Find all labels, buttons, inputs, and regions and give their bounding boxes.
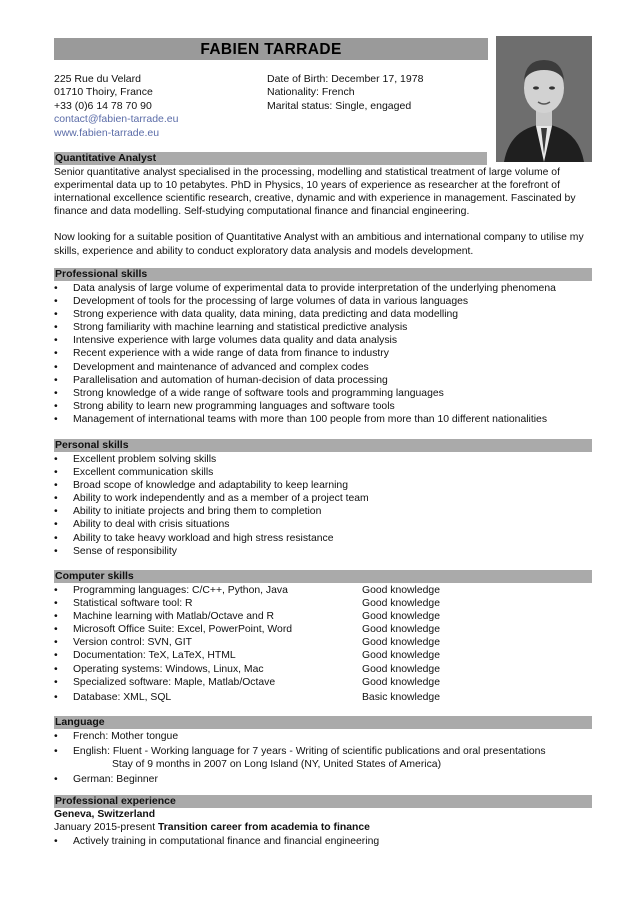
skill-level: Good knowledge [362, 663, 440, 675]
skill-name: Specialized software: Maple, Matlab/Octave [73, 676, 276, 688]
list-item: • Strong ability to learn new programming languages and software tools [54, 400, 592, 413]
list-item: • Excellent communication skills [54, 466, 592, 479]
skill-level: Good knowledge [362, 584, 440, 596]
experience-role: Transition career from academia to finance [157, 821, 370, 833]
website-link[interactable]: www.fabien-tarrade.eu [54, 126, 160, 139]
list-item: • Broad scope of knowledge and adaptability to keep learning [54, 479, 592, 492]
list-item: • Strong experience with data quality, data mining, data predicting and data modelling [54, 308, 592, 321]
list-item: • Development of tools for the processing of large volumes of data in various languages [54, 295, 592, 308]
list-item: • Management of international teams with more than 100 people from more than 10 different nationalities [54, 413, 592, 426]
skill-row [54, 649, 592, 662]
list-item: • Intensive experience with large volumes data quality and data analysis [54, 334, 592, 347]
skill-level: Good knowledge [362, 650, 440, 662]
personal-skills-list [54, 453, 592, 559]
list-item: • Ability to work independently and as a member of a project team [54, 492, 592, 505]
skill-name: Programming languages: C/C++, Python, Java [73, 584, 288, 596]
section-heading: Professional experience [54, 795, 592, 808]
skill-name: Database: XML, SQL [73, 692, 172, 703]
experience-location: Geneva, Switzerland [54, 808, 156, 820]
address-line: 01710 Thoiry, France [54, 86, 153, 99]
email-link[interactable]: contact@fabien-tarrade.eu [54, 113, 179, 126]
skill-row [54, 623, 592, 636]
skill-level: Good knowledge [362, 624, 440, 636]
section-heading: Language [54, 716, 592, 729]
profile-summary: Senior quantitative analyst specialised in the processing, modelling and statistical treatment of large volume of experimental data up to 10 petabytes. PhD in Physics, 10 years of experience as researcher at the forefront of international excellence scientific research, creative, dynamic and with experience in management. Fascinated by finance and data modelling. Self-studying computational finance and financial engineering. [54, 166, 576, 218]
list-item: • Strong knowledge of a wide range of software tools and programming languages [54, 387, 592, 400]
skill-name: Microsoft Office Suite: Excel, PowerPoint, Word [73, 624, 293, 636]
section-heading: Computer skills [54, 570, 592, 583]
date-of-birth: Date of Birth: December 17, 1978 [267, 73, 424, 85]
list-item: • Ability to initiate projects and bring them to completion [54, 505, 592, 518]
skill-name: Operating systems: Windows, Linux, Mac [73, 663, 264, 675]
skill-level: Good knowledge [362, 637, 440, 649]
language-list [54, 730, 592, 758]
computer-skills-section [54, 570, 592, 704]
skill-row [54, 663, 592, 676]
professional-skills-list [54, 282, 592, 427]
experience-section [54, 795, 592, 848]
skill-row [54, 691, 592, 704]
skill-level: Basic knowledge [362, 692, 440, 703]
skill-row [54, 597, 592, 610]
candidate-name: FABIEN TARRADE [54, 38, 488, 60]
list-item: • French: Mother tongue [54, 730, 592, 743]
list-item: • Ability to deal with crisis situations [54, 518, 592, 531]
skill-name: Documentation: TeX, LaTeX, HTML [73, 650, 236, 662]
profile-photo [496, 36, 592, 162]
section-heading: Professional skills [54, 268, 592, 281]
experience-list [54, 835, 592, 848]
portrait-illustration [496, 36, 592, 162]
list-item: • Actively training in computational finance and financial engineering [54, 835, 592, 848]
personal-skills-section [54, 439, 592, 558]
address-line: 225 Rue du Velard [54, 73, 141, 85]
language-list-2 [54, 773, 592, 786]
address-column [54, 73, 264, 140]
skill-name: Machine learning with Matlab/Octave and R [73, 610, 274, 622]
phone-number: +33 (0)6 14 78 70 90 [54, 99, 152, 112]
personal-info-column [267, 73, 487, 113]
section-heading: Personal skills [54, 439, 592, 452]
computer-skills-list [54, 584, 592, 705]
list-item: • Excellent problem solving skills [54, 453, 592, 466]
list-item: • English: Fluent - Working language for 7 years - Writing of scientific publications and oral presentations [54, 745, 592, 758]
profile-objective: Now looking for a suitable position of Quantitative Analyst with an ambitious and international company to utilise my skills, experience and ability to conduct exploratory data analysis and models development. [54, 232, 584, 257]
list-item: • Strong familiarity with machine learning and statistical predictive analysis [54, 321, 592, 334]
experience-period: January 2015-present [54, 821, 156, 833]
list-item: • Sense of responsibility [54, 545, 592, 558]
skill-name: Statistical software tool: R [73, 597, 193, 609]
nationality: Nationality: French [267, 86, 355, 99]
language-section [54, 716, 592, 786]
skill-row [54, 636, 592, 649]
skill-row [54, 584, 592, 597]
marital-status: Marital status: Single, engaged [267, 99, 412, 112]
list-item: • Ability to take heavy workload and high stress resistance [54, 532, 592, 545]
skill-row [54, 676, 592, 689]
english-detail: Stay of 9 months in 2007 on Long Island (NY, United States of America) [112, 758, 442, 770]
skill-name: Version control: SVN, GIT [73, 637, 192, 649]
list-item: • Development and maintenance of advanced and complex codes [54, 361, 592, 374]
skill-row [54, 610, 592, 623]
skill-level: Good knowledge [362, 597, 440, 609]
section-heading: Quantitative Analyst [54, 152, 487, 165]
list-item: • Parallelisation and automation of human-decision of data processing [54, 374, 592, 387]
profile-section [54, 152, 592, 258]
experience-entry [54, 821, 592, 834]
list-item: • Recent experience with a wide range of data from finance to industry [54, 347, 592, 360]
skill-level: Good knowledge [362, 676, 440, 688]
professional-skills-section [54, 268, 592, 427]
skill-level: Good knowledge [362, 610, 440, 622]
list-item: • German: Beginner [54, 773, 592, 786]
list-item: • Data analysis of large volume of experimental data to provide interpretation of the underlying phenomena [54, 282, 592, 295]
